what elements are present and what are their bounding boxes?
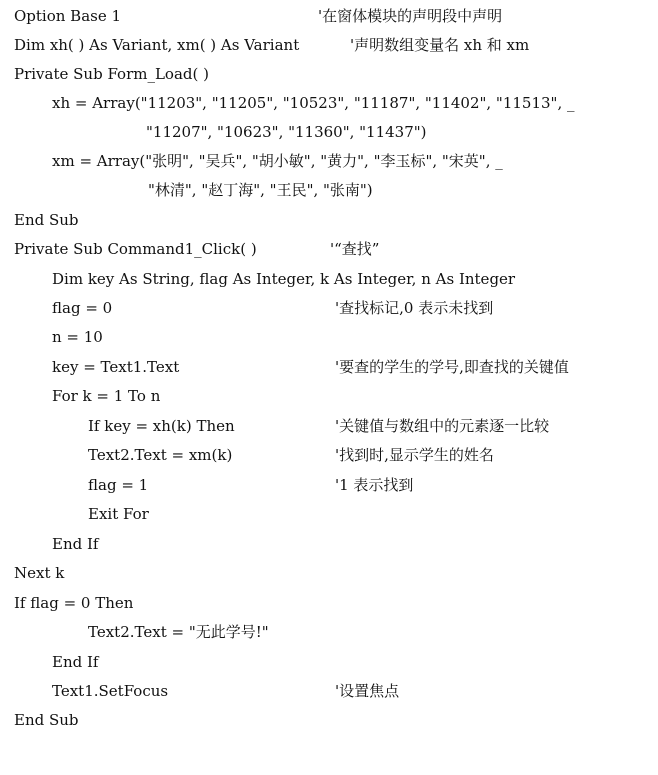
code-statement: "11207", "10623", "11360", "11437") (146, 123, 427, 141)
code-line (0, 533, 99, 555)
code-statement: Private Sub Form_Load( ) (14, 65, 209, 83)
code-comment: '找到时,显示学生的姓名 (335, 446, 494, 464)
code-statement: Private Sub Command1_Click( ) (14, 240, 257, 258)
code-comment: '在窗体模块的声明段中声明 (318, 7, 503, 25)
code-statement: End Sub (14, 711, 79, 729)
code-statement: If flag = 0 Then (14, 594, 134, 612)
code-statement: n = 10 (52, 328, 103, 346)
code-statement: If key = xh(k) Then (88, 417, 235, 435)
code-statement: xh = Array("11203", "11205", "10523", "11187", "11402", "11513", _ (52, 94, 575, 112)
code-line (0, 326, 103, 348)
code-line (0, 621, 269, 643)
code-comment: '1 表示找到 (335, 476, 414, 494)
code-line (0, 562, 65, 584)
code-line (0, 474, 414, 496)
code-statement: key = Text1.Text (52, 358, 180, 376)
code-comment: '关键值与数组中的元素逐一比较 (335, 417, 550, 435)
code-statement: xm = Array("张明", "吴兵", "胡小敏", "黄力", "李玉标", "宋英", _ (52, 152, 503, 170)
code-statement: End Sub (14, 211, 79, 229)
code-line (0, 356, 569, 378)
code-comment: '“查找” (330, 240, 380, 258)
code-statement: For k = 1 To n (52, 387, 161, 405)
code-statement: Text2.Text = "无此学号!" (88, 623, 269, 641)
code-line (0, 592, 134, 614)
code-line (0, 179, 373, 201)
code-comment: '声明数组变量名 xh 和 xm (350, 36, 530, 54)
code-line (0, 385, 161, 407)
code-line (0, 268, 516, 290)
code-statement: "林清", "赵丁海", "王民", "张南") (148, 181, 373, 199)
code-comment: '要查的学生的学号,即查找的关键值 (335, 358, 569, 376)
code-line (0, 150, 503, 172)
code-statement: End If (52, 535, 99, 553)
code-statement: Exit For (88, 505, 149, 523)
code-line (0, 444, 494, 466)
code-comment: '查找标记,0 表示未找到 (335, 299, 494, 317)
code-statement: flag = 1 (88, 476, 149, 494)
code-statement: Text2.Text = xm(k) (88, 446, 233, 464)
code-statement: Text1.SetFocus (52, 682, 169, 700)
code-line (0, 680, 400, 702)
code-line (0, 63, 209, 85)
code-line (0, 503, 149, 525)
code-line (0, 415, 550, 437)
code-line (0, 92, 575, 114)
code-line (0, 297, 494, 319)
code-statement: Dim key As String, flag As Integer, k As Integer, n As Integer (52, 270, 516, 288)
code-line (0, 5, 503, 27)
code-statement: Dim xh( ) As Variant, xm( ) As Variant (14, 36, 300, 54)
code-statement: Option Base 1 (14, 7, 122, 25)
code-line (0, 209, 79, 231)
code-comment: '设置焦点 (335, 682, 400, 700)
code-line (0, 238, 380, 260)
code-statement: End If (52, 653, 99, 671)
code-line (0, 121, 427, 143)
code-line (0, 34, 530, 56)
code-line (0, 651, 99, 673)
code-statement: Next k (14, 564, 65, 582)
code-line (0, 709, 79, 731)
code-statement: flag = 0 (52, 299, 113, 317)
